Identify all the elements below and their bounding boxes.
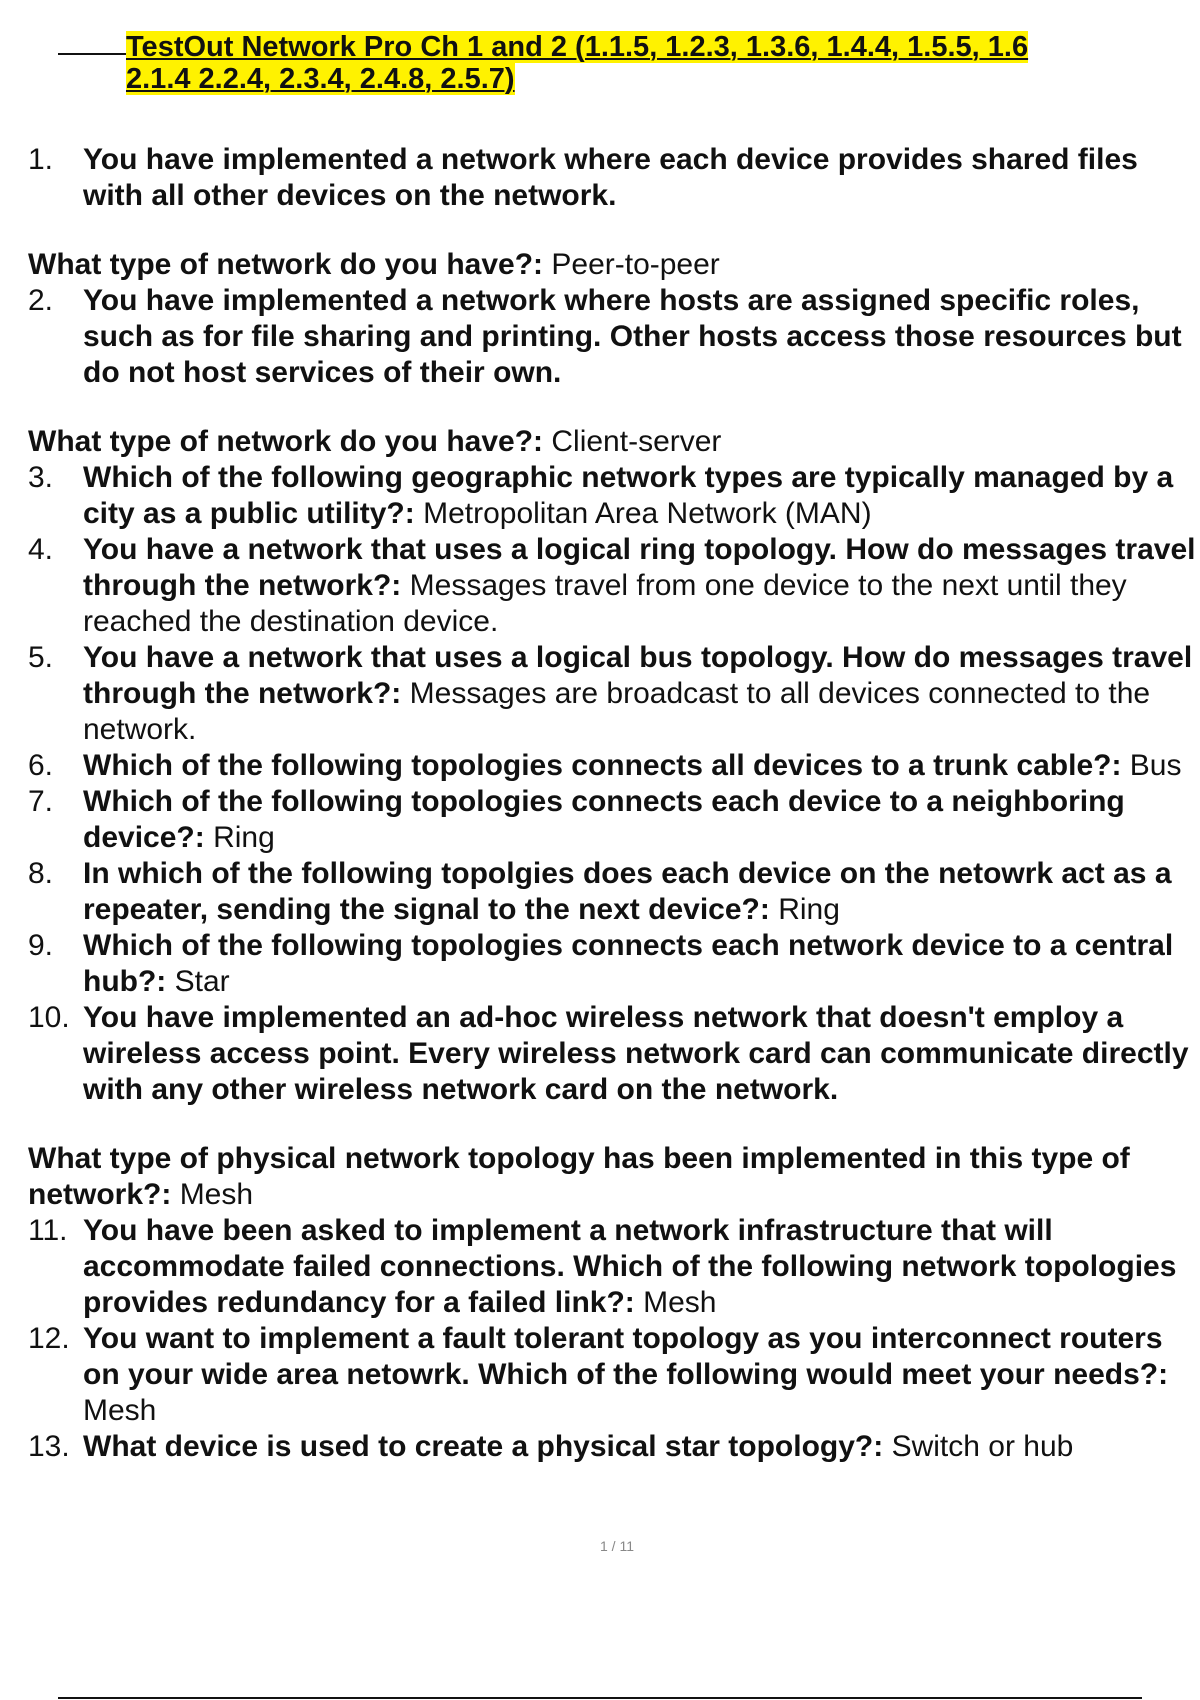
question-number: 12. bbox=[28, 1322, 70, 1355]
question-text: You want to implement a fault tolerant topology as you interconnect routers on your wide area netowrk. Which of the following would meet your needs?: bbox=[83, 1322, 1169, 1391]
question-number: 5. bbox=[28, 641, 54, 674]
question-text: You have a network that uses a logical bus topology. How do messages travel through the network?: bbox=[83, 641, 1193, 710]
page-indicator: 1 / 11 bbox=[600, 1538, 634, 1554]
question-item bbox=[28, 928, 1198, 1000]
question-text: In which of the following topolgies does each device on the netowrk act as a repeater, sending the signal to the next device?: bbox=[83, 857, 1172, 926]
sub-question bbox=[28, 1141, 1198, 1213]
sub-question bbox=[28, 424, 1198, 460]
bottom-rule bbox=[58, 1697, 1142, 1699]
question-text: You have implemented a network where each device provides shared files with all other devices on the network. bbox=[83, 143, 1138, 212]
question-number: 10. bbox=[28, 1001, 70, 1034]
question-text: You have a network that uses a logical ring topology. How do messages travel through the network?: bbox=[83, 533, 1196, 602]
question-number: 4. bbox=[28, 533, 54, 566]
sub-question-text: What type of physical network topology has been implemented in this type of network?: bbox=[28, 1142, 1130, 1211]
document-title bbox=[126, 31, 1200, 95]
question-item bbox=[28, 142, 1198, 214]
question-item bbox=[28, 283, 1198, 391]
title-rule bbox=[58, 53, 128, 55]
question-item bbox=[28, 532, 1198, 640]
question-item bbox=[28, 1000, 1198, 1108]
answer-text: Messages travel from one device to the next until they reached the destination device. bbox=[83, 569, 1127, 638]
sub-question-text: What type of network do you have?: bbox=[28, 425, 544, 458]
question-item bbox=[28, 640, 1198, 748]
question-number: 13. bbox=[28, 1430, 70, 1463]
sub-question bbox=[28, 247, 1198, 283]
question-text: Which of the following geographic network types are typically managed by a city as a public utility?: bbox=[83, 461, 1174, 530]
question-number: 3. bbox=[28, 461, 54, 494]
answer-text: Mesh bbox=[643, 1286, 717, 1319]
question-number: 1. bbox=[28, 143, 54, 176]
answer-text: Metropolitan Area Network (MAN) bbox=[423, 497, 872, 530]
question-text: You have implemented an ad-hoc wireless network that doesn't employ a wireless access point. Every wireless network card can communicate directly with any other wireless network card on the network. bbox=[83, 1001, 1189, 1106]
answer-text: Mesh bbox=[179, 1178, 254, 1211]
question-item bbox=[28, 784, 1198, 856]
question-item bbox=[28, 1429, 1198, 1465]
answer-text: Ring bbox=[213, 821, 275, 854]
question-number: 7. bbox=[28, 785, 54, 818]
title-line-1: TestOut Network Pro Ch 1 and 2 (1.1.5, 1.2.3, 1.3.6, 1.4.4, 1.5.5, 1.6 bbox=[126, 31, 1029, 63]
question-item bbox=[28, 460, 1198, 532]
question-text: What device is used to create a physical star topology?: bbox=[83, 1430, 884, 1463]
question-list bbox=[28, 142, 1198, 1465]
question-number: 9. bbox=[28, 929, 54, 962]
question-number: 11. bbox=[28, 1214, 68, 1247]
answer-text: Mesh bbox=[83, 1394, 157, 1427]
question-item bbox=[28, 1213, 1198, 1321]
answer-text: Ring bbox=[778, 893, 840, 926]
question-text: Which of the following topologies connects all devices to a trunk cable?: bbox=[83, 749, 1122, 782]
title-line-2: 2.1.4 2.2.4, 2.3.4, 2.4.8, 2.5.7) bbox=[126, 63, 515, 95]
answer-text: Star bbox=[174, 965, 230, 998]
answer-text: Client-server bbox=[551, 425, 722, 458]
answer-text: Switch or hub bbox=[891, 1430, 1074, 1463]
question-number: 2. bbox=[28, 284, 54, 317]
question-number: 6. bbox=[28, 749, 54, 782]
question-item bbox=[28, 748, 1198, 784]
sub-question-text: What type of network do you have?: bbox=[28, 248, 544, 281]
question-item bbox=[28, 856, 1198, 928]
question-number: 8. bbox=[28, 857, 54, 890]
question-item bbox=[28, 1321, 1198, 1429]
question-text: You have implemented a network where hosts are assigned specific roles, such as for file sharing and printing. Other hosts access those resources but do not host services of their own. bbox=[83, 284, 1182, 389]
answer-text: Peer-to-peer bbox=[551, 248, 720, 281]
answer-text: Bus bbox=[1129, 749, 1182, 782]
question-text: Which of the following topologies connects each network device to a central hub?: bbox=[83, 929, 1174, 998]
question-text: Which of the following topologies connects each device to a neighboring device?: bbox=[83, 785, 1125, 854]
answer-text: Messages are broadcast to all devices connected to the network. bbox=[83, 677, 1151, 746]
question-text: You have been asked to implement a network infrastructure that will accommodate failed connections. Which of the following network topologies provides redundancy for a failed link?: bbox=[83, 1214, 1177, 1319]
